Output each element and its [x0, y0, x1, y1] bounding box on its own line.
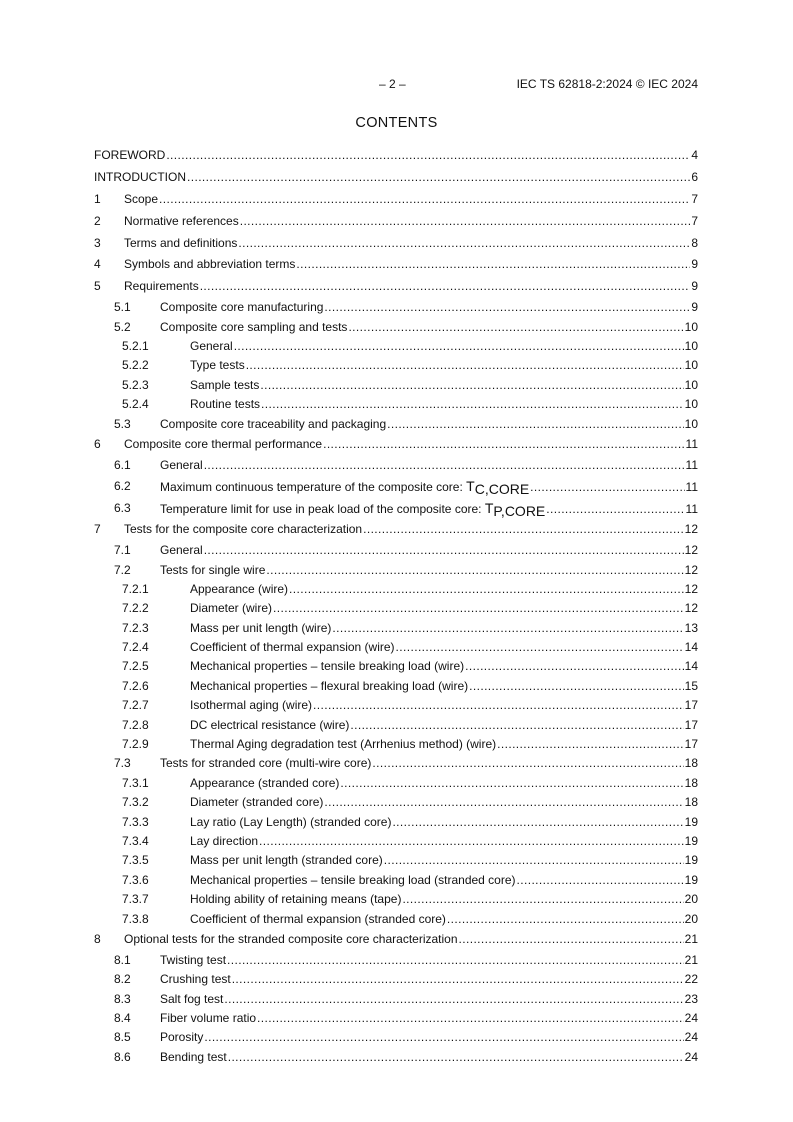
dot-leader — [392, 813, 683, 832]
toc-entry-page: 10 — [684, 358, 698, 373]
toc-entry-page: 14 — [684, 659, 698, 674]
toc-entry-number: 5.2.1 — [122, 339, 149, 354]
toc-entry-title — [190, 580, 288, 599]
toc-entry-number: 7.3 — [114, 756, 131, 771]
toc-entry-title-text: Crushing test — [160, 972, 231, 987]
toc-entry-title — [124, 254, 295, 276]
dot-leader — [469, 677, 684, 696]
dot-leader — [396, 638, 684, 657]
dot-leader — [261, 395, 684, 414]
toc-entry-title-text: Optional tests for the stranded composite core characterization — [124, 931, 458, 946]
toc-entry[interactable] — [94, 337, 698, 356]
toc-entry-title-text: Tests for single wire — [160, 562, 266, 577]
toc-entry-number: 5.3 — [114, 416, 131, 431]
toc-entry-title-text: Maximum continuous temperature of the composite core: — [160, 480, 467, 495]
toc-entry-title — [160, 990, 223, 1009]
toc-entry-page: 7 — [691, 213, 698, 228]
toc-entry-title-text: Appearance (stranded core) — [190, 775, 340, 790]
page-number: – 2 – — [379, 77, 406, 91]
toc-entry-page: 19 — [684, 814, 698, 829]
dot-leader — [266, 561, 683, 580]
toc-entry-number: 7.3.2 — [122, 795, 149, 810]
dot-leader — [350, 716, 683, 735]
toc-entry-page: 10 — [684, 397, 698, 412]
toc-entry[interactable] — [94, 754, 698, 773]
dot-leader — [324, 793, 683, 812]
toc-entry-page: 20 — [684, 911, 698, 926]
toc-entry[interactable] — [94, 434, 698, 456]
toc-entry[interactable] — [94, 276, 698, 298]
toc-entry-page: 20 — [684, 892, 698, 907]
toc-entry-title-text: Routine tests — [190, 397, 261, 412]
dot-leader — [348, 318, 683, 337]
dot-leader — [459, 929, 684, 951]
toc-entry-title-text: Thermal Aging degradation test (Arrhenius method) (wire) — [190, 737, 497, 752]
toc-entry-page: 10 — [684, 319, 698, 334]
toc-entry-title-text: Sample tests — [190, 377, 260, 392]
toc-entry-title — [124, 211, 239, 233]
toc-entry-page: 14 — [684, 640, 698, 655]
toc-entry[interactable] — [94, 395, 698, 414]
dot-leader — [402, 890, 683, 909]
toc-entry-title-text: Mechanical properties – tensile breaking load (stranded core) — [190, 872, 516, 887]
toc-entry-title-text: Scope — [124, 191, 159, 206]
dot-leader — [363, 519, 684, 541]
dot-leader — [204, 456, 685, 475]
toc-entry-page: 12 — [684, 562, 698, 577]
toc-entry-title — [94, 145, 165, 167]
dot-leader — [273, 599, 684, 618]
toc-entry-title — [94, 167, 186, 189]
toc-entry-title — [124, 434, 322, 456]
toc-entry-page: 9 — [691, 300, 698, 315]
toc-entry-title — [190, 735, 496, 754]
toc-entry[interactable] — [94, 793, 698, 812]
dot-leader — [200, 276, 691, 298]
toc-entry-title-text: Requirements — [124, 279, 199, 294]
toc-entry[interactable] — [94, 415, 698, 434]
toc-entry-page: 11 — [685, 457, 698, 472]
toc-entry-title-text: Mechanical properties – tensile breaking load (wire) — [190, 659, 465, 674]
toc-entry-title-text: Temperature limit for use in peak load of the composite core: — [160, 502, 485, 517]
toc-entry[interactable] — [94, 970, 698, 989]
toc-entry[interactable] — [94, 910, 698, 929]
dot-leader — [313, 696, 684, 715]
toc-entry-number: 5.1 — [114, 300, 131, 315]
toc-entry-title — [190, 871, 516, 890]
toc-entry-page: 10 — [684, 416, 698, 431]
toc-entry-title — [124, 929, 458, 951]
toc-entry-page: 17 — [684, 737, 698, 752]
toc-entry-page: 22 — [684, 972, 698, 987]
toc-entry-page: 10 — [684, 377, 698, 392]
dot-leader — [204, 1028, 683, 1047]
toc-entry-page: 9 — [691, 257, 698, 272]
toc-entry[interactable] — [94, 580, 698, 599]
toc-entry[interactable] — [94, 929, 698, 951]
dot-leader — [238, 233, 690, 255]
toc-entry-title-text: Salt fog test — [160, 991, 224, 1006]
toc-entry-number: 8.3 — [114, 991, 131, 1006]
toc-entry-title — [160, 1028, 203, 1047]
toc-entry-number: 6.1 — [114, 457, 131, 472]
toc-entry-title-text: General — [160, 457, 203, 472]
toc-entry-title — [124, 233, 237, 255]
toc-entry-title — [190, 657, 464, 676]
toc-entry-number: 7.3.6 — [122, 872, 149, 887]
toc-entry-page: 4 — [691, 148, 698, 162]
toc-entry-number: 7.2.4 — [122, 640, 149, 655]
standard-reference: IEC TS 62818-2:2024 © IEC 2024 — [516, 77, 698, 91]
toc-entry-page: 18 — [684, 756, 698, 771]
dot-leader — [240, 211, 691, 233]
toc-entry[interactable] — [94, 990, 698, 1009]
toc-entry-number: 5.2.3 — [122, 377, 149, 392]
toc-entry-title — [160, 298, 323, 317]
toc-entry-number: 7.2.5 — [122, 659, 149, 674]
dot-leader — [384, 851, 684, 870]
toc-entry-number: 7 — [94, 522, 101, 537]
toc-entry[interactable] — [94, 519, 698, 541]
dot-leader — [259, 832, 684, 851]
toc-entry-title-text: Diameter (wire) — [190, 601, 273, 616]
toc-entry[interactable] — [94, 189, 698, 211]
toc-entry-number: 6.3 — [114, 501, 131, 516]
toc-entry[interactable] — [94, 677, 698, 696]
toc-entry-title — [190, 774, 339, 793]
toc-entry-page: 24 — [684, 1049, 698, 1064]
dot-leader — [166, 145, 690, 167]
toc-entry-title-text: Mechanical properties – flexural breaking load (wire) — [190, 678, 469, 693]
toc-entry-page: 15 — [684, 678, 698, 693]
toc-entry-page: 13 — [684, 620, 698, 635]
toc-entry-page: 9 — [691, 279, 698, 294]
toc-entry-title-text: Diameter (stranded core) — [190, 795, 324, 810]
toc-entry-number: 4 — [94, 257, 101, 272]
toc-entry-number: 8.6 — [114, 1049, 131, 1064]
toc-entry-title-text: Composite core sampling and tests — [160, 319, 348, 334]
toc-entry-title-text: Appearance (wire) — [190, 581, 289, 596]
dot-leader — [260, 376, 683, 395]
toc-entry-title — [190, 716, 349, 735]
toc-entry[interactable] — [94, 211, 698, 233]
toc-entry-page: 17 — [684, 698, 698, 713]
toc-entry[interactable] — [94, 619, 698, 638]
toc-entry[interactable] — [94, 318, 698, 337]
toc-entry-number: 1 — [94, 191, 101, 206]
toc-entry-title-text: Lay direction — [190, 834, 259, 848]
toc-entry[interactable] — [94, 233, 698, 255]
table-of-contents — [94, 145, 698, 1067]
toc-entry-page: 23 — [684, 991, 698, 1006]
toc-entry-page: 11 — [685, 480, 698, 495]
dot-leader — [232, 970, 684, 989]
toc-entry[interactable] — [94, 356, 698, 375]
toc-entry-number: 7.3.4 — [122, 834, 149, 848]
toc-entry-title-text: Composite core thermal performance — [124, 436, 323, 451]
dot-leader — [324, 298, 690, 317]
toc-entry-page: 19 — [684, 834, 698, 848]
toc-entry-number: 5.2 — [114, 319, 131, 334]
toc-entry-title-text: DC electrical resistance (wire) — [190, 717, 350, 732]
toc-entry[interactable] — [94, 696, 698, 715]
toc-entry[interactable] — [94, 1009, 698, 1028]
dot-leader — [340, 774, 683, 793]
toc-entry-page: 21 — [684, 952, 698, 967]
toc-entry[interactable] — [94, 851, 698, 870]
toc-entry-number: 7.2.9 — [122, 737, 149, 752]
temperature-symbol: T — [466, 478, 475, 495]
toc-entry-number: 8.5 — [114, 1030, 131, 1045]
toc-entry-page: 17 — [684, 717, 698, 732]
toc-entry-title — [160, 456, 203, 475]
dot-leader — [296, 254, 690, 276]
toc-entry-number: 7.2.6 — [122, 678, 149, 693]
toc-entry-title — [190, 813, 391, 832]
toc-entry-number: 6 — [94, 436, 101, 451]
toc-entry-title-text: Composite core manufacturing — [160, 300, 324, 315]
toc-entry-title — [160, 754, 371, 773]
dot-leader — [246, 356, 684, 375]
toc-entry-page: 18 — [684, 775, 698, 790]
dot-leader — [234, 337, 684, 356]
toc-entry[interactable] — [94, 657, 698, 676]
toc-entry-title — [190, 638, 395, 657]
toc-entry-title-text: General — [190, 339, 233, 354]
dot-leader — [517, 871, 684, 890]
dot-leader — [546, 498, 684, 520]
toc-entry-number: 7.3.5 — [122, 853, 149, 868]
dot-leader — [465, 657, 684, 676]
toc-entry-title — [160, 561, 265, 580]
dot-leader — [227, 951, 684, 970]
dot-leader — [387, 415, 684, 434]
toc-entry-title-text: Terms and definitions — [124, 235, 238, 250]
toc-entry-number: 7.2 — [114, 562, 131, 577]
toc-entry-title — [124, 276, 199, 298]
toc-entry-title-text: Coefficient of thermal expansion (stranded core) — [190, 911, 446, 926]
toc-entry-number: 5.2.4 — [122, 397, 149, 412]
toc-entry-title-text: INTRODUCTION — [94, 169, 186, 184]
toc-entry-title-text: General — [160, 543, 203, 558]
toc-entry[interactable] — [94, 298, 698, 317]
toc-entry[interactable] — [94, 638, 698, 657]
toc-entry[interactable] — [94, 1048, 698, 1067]
dot-leader — [228, 1048, 684, 1067]
toc-entry-number: 8.4 — [114, 1011, 131, 1026]
toc-entry[interactable] — [94, 456, 698, 475]
toc-entry-number: 5 — [94, 279, 101, 294]
toc-entry-page: 12 — [684, 581, 698, 596]
toc-entry-number: 8 — [94, 931, 101, 946]
dot-leader — [332, 619, 683, 638]
toc-entry[interactable] — [94, 813, 698, 832]
dot-leader — [187, 167, 690, 189]
toc-entry-number: 7.2.2 — [122, 601, 149, 616]
toc-entry-title — [160, 318, 347, 337]
toc-entry-title — [190, 619, 331, 638]
toc-entry-title — [160, 1009, 256, 1028]
toc-entry[interactable] — [94, 497, 698, 519]
toc-entry-page: 11 — [685, 436, 698, 451]
dot-leader — [497, 735, 684, 754]
toc-entry-page: 12 — [684, 601, 698, 616]
toc-entry-title — [190, 890, 401, 909]
toc-entry[interactable] — [94, 376, 698, 395]
toc-entry-number: 7.1 — [114, 543, 131, 558]
toc-entry[interactable] — [94, 871, 698, 890]
toc-entry-title — [124, 519, 362, 541]
toc-entry-page: 18 — [684, 795, 698, 810]
toc-entry-number: 7.3.3 — [122, 814, 149, 829]
toc-entry-title — [190, 851, 383, 870]
toc-entry-title — [160, 951, 226, 970]
dot-leader — [530, 476, 684, 498]
toc-entry[interactable] — [94, 735, 698, 754]
toc-entry-page: 19 — [684, 872, 698, 887]
toc-entry-title-text: Mass per unit length (wire) — [190, 620, 332, 635]
temperature-subscript: C,CORE — [474, 481, 530, 498]
toc-entry-title — [190, 376, 259, 395]
toc-entry-title — [190, 793, 323, 812]
toc-entry-page: 8 — [691, 235, 698, 250]
toc-entry-number: 2 — [94, 213, 101, 228]
toc-entry-title-text: Tests for the composite core characterization — [124, 522, 363, 537]
toc-entry-page: 11 — [685, 502, 698, 517]
toc-entry-title — [190, 599, 272, 618]
toc-entry-number: 7.3.8 — [122, 911, 149, 926]
toc-entry-title — [190, 696, 312, 715]
toc-entry-title-text: Holding ability of retaining means (tape) — [190, 892, 402, 907]
dot-leader — [447, 910, 684, 929]
toc-entry-page: 12 — [684, 543, 698, 558]
dot-leader — [224, 990, 683, 1009]
toc-entry-title-text: Mass per unit length (stranded core) — [190, 853, 383, 868]
toc-entry-title-text: Fiber volume ratio — [160, 1011, 257, 1026]
toc-entry[interactable] — [94, 167, 698, 189]
toc-entry-number: 7.2.3 — [122, 620, 149, 635]
toc-entry-title-text: Type tests — [190, 358, 245, 373]
toc-entry-title-text: Tests for stranded core (multi-wire core) — [160, 756, 372, 771]
toc-entry[interactable] — [94, 951, 698, 970]
toc-entry-title-text: Normative references — [124, 213, 239, 228]
toc-entry[interactable] — [94, 254, 698, 276]
toc-entry-number: 7.2.1 — [122, 581, 149, 596]
toc-entry-title — [190, 910, 446, 929]
toc-entry[interactable] — [94, 475, 698, 497]
toc-entry-number: 8.2 — [114, 972, 131, 987]
temperature-subscript: P,CORE — [493, 503, 546, 520]
toc-entry-number: 7.2.8 — [122, 717, 149, 732]
toc-entry-title-text: Bending test — [160, 1049, 227, 1064]
toc-entry-title-text: Composite core traceability and packaging — [160, 416, 387, 431]
dot-leader — [204, 541, 684, 560]
toc-entry-page: 6 — [691, 169, 698, 184]
toc-entry[interactable] — [94, 890, 698, 909]
toc-entry-number: 6.2 — [114, 479, 131, 494]
toc-entry-title — [124, 189, 158, 211]
dot-leader — [289, 580, 684, 599]
toc-entry[interactable] — [94, 774, 698, 793]
toc-entry[interactable] — [94, 832, 698, 851]
toc-entry[interactable] — [94, 716, 698, 735]
toc-entry-title-text: Isothermal aging (wire) — [190, 698, 313, 713]
dot-leader — [159, 189, 690, 211]
temperature-symbol: T — [484, 500, 494, 517]
toc-entry-title-text: Porosity — [160, 1030, 204, 1045]
toc-entry-title — [160, 970, 231, 989]
toc-entry-title — [190, 395, 260, 414]
dot-leader — [323, 434, 684, 456]
toc-entry-title-text: Twisting test — [160, 952, 227, 967]
toc-entry-page: 24 — [684, 1011, 698, 1026]
toc-entry-page: 24 — [684, 1030, 698, 1045]
toc-entry-title-text: Lay ratio (Lay Length) (stranded core) — [190, 814, 392, 829]
toc-entry-title-text: FOREWORD — [94, 148, 166, 162]
dot-leader — [257, 1009, 684, 1028]
toc-entry-title-text: Coefficient of thermal expansion (wire) — [190, 640, 395, 655]
toc-entry-title — [190, 356, 245, 375]
toc-entry-title — [160, 541, 203, 560]
toc-entry-title-text: Symbols and abbreviation terms — [124, 257, 296, 272]
toc-entry-title — [160, 1048, 227, 1067]
toc-entry[interactable] — [94, 1028, 698, 1047]
toc-entry-page: 7 — [691, 191, 698, 206]
toc-entry[interactable] — [94, 145, 698, 167]
toc-entry-number: 7.3.1 — [122, 775, 149, 790]
dot-leader — [372, 754, 683, 773]
toc-entry-number: 3 — [94, 235, 101, 250]
toc-entry-page: 21 — [684, 931, 698, 946]
toc-entry-page: 10 — [684, 339, 698, 354]
toc-entry[interactable] — [94, 541, 698, 560]
page-title: CONTENTS — [355, 115, 438, 131]
toc-entry-title — [190, 337, 233, 356]
toc-entry-number: 5.2.2 — [122, 358, 149, 373]
toc-entry-number: 7.2.7 — [122, 698, 149, 713]
toc-entry[interactable] — [94, 561, 698, 580]
toc-entry-number: 8.1 — [114, 952, 131, 967]
toc-entry-title — [190, 832, 258, 851]
toc-entry-title — [160, 415, 386, 434]
toc-entry-title — [190, 677, 468, 696]
toc-entry-page: 12 — [684, 522, 698, 537]
toc-entry[interactable] — [94, 599, 698, 618]
toc-entry-number: 7.3.7 — [122, 892, 149, 907]
toc-entry-page: 19 — [684, 853, 698, 868]
